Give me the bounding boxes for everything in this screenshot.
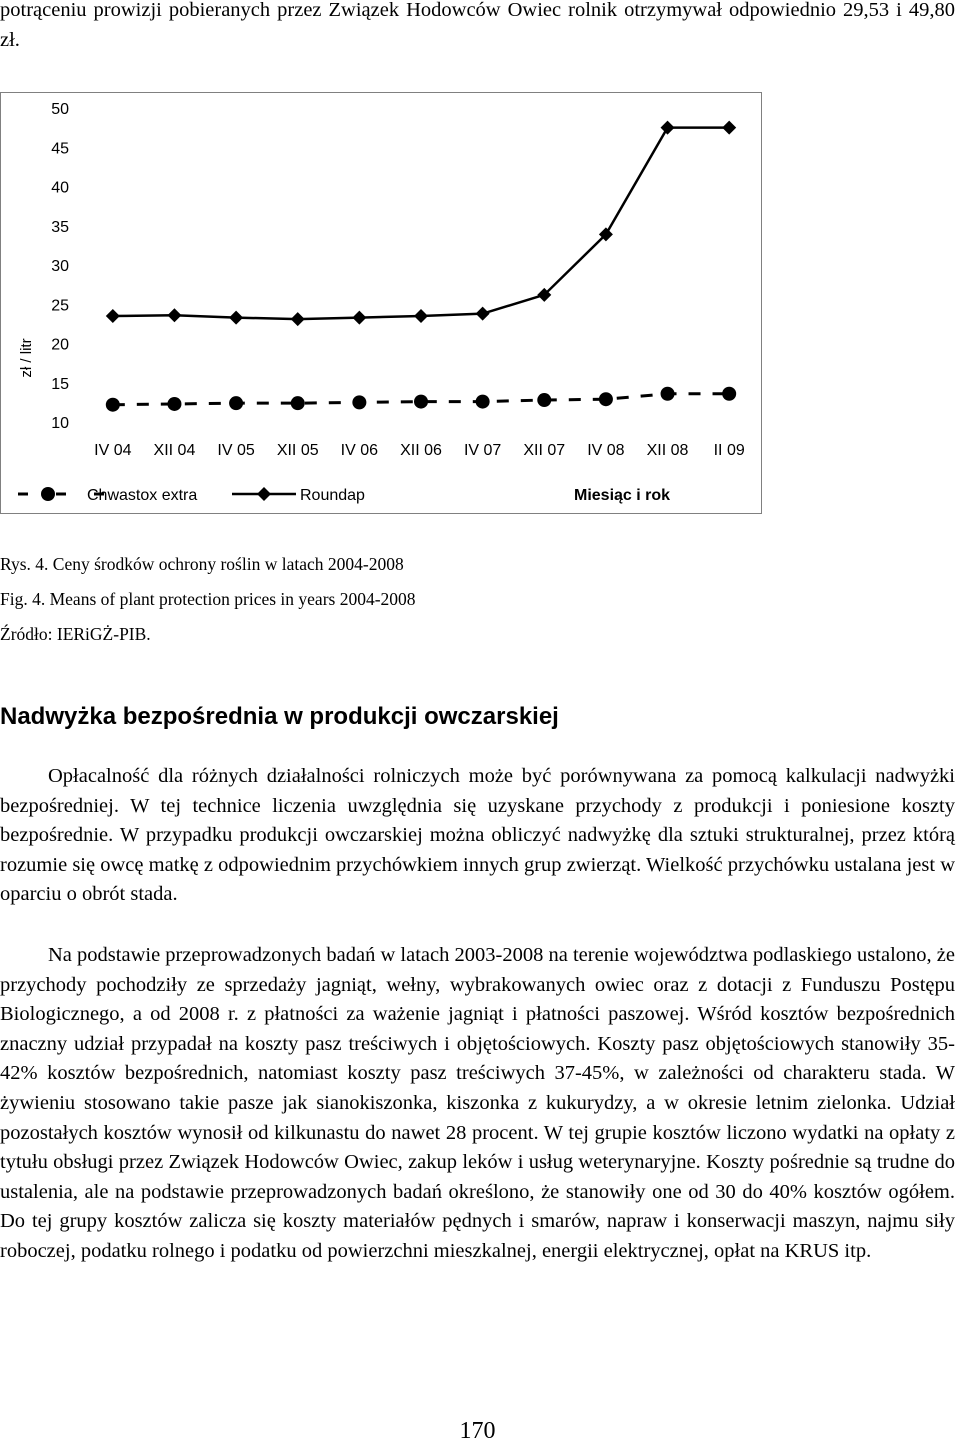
x-axis-label: Miesiąc i rok — [574, 487, 671, 504]
data-point-chwastox-8 — [599, 392, 613, 406]
y-tick-label-5: 35 — [51, 218, 69, 236]
section-heading: Nadwyżka bezpośrednia w produkcji owczarskiej — [0, 703, 559, 730]
data-point-chwastox-7 — [537, 393, 551, 407]
data-point-chwastox-1 — [167, 397, 181, 411]
x-tick-label-8: IV 08 — [587, 442, 625, 459]
data-point-chwastox-6 — [476, 395, 490, 409]
x-tick-label-5: XII 06 — [400, 442, 442, 459]
data-point-chwastox-0 — [106, 398, 120, 412]
data-point-chwastox-9 — [661, 387, 675, 401]
y-tick-label-1: 15 — [51, 375, 69, 393]
figure-source: Źródło: IERiGŻ-PIB. — [0, 624, 151, 644]
x-tick-label-10: II 09 — [713, 442, 745, 459]
y-axis-label: zł / litr — [18, 338, 35, 378]
y-tick-label-7: 45 — [51, 140, 69, 158]
legend-roundap-label: Roundap — [300, 487, 365, 504]
y-tick-label-6: 40 — [51, 179, 69, 197]
body-paragraph-1: Opłacalność dla różnych działalności rolniczych może być porównywana za pomocą kalkulacji nadwyżki bezpośredniej. W tej technice liczenia uwzględnia się uzyskane przychody z produkcji i poniesione koszty bezpośrednie. W przypadku produkcji owczarskiej można obliczyć nadwyżkę dla sztuki strukturalnej, przez którą rozumie się owcę matkę z odpowiednim przychówkiem innych grup zwierząt. Wielkość przychówku ustalana jest w oparciu o obrót stada. — [0, 765, 955, 906]
figure-caption-en: Fig. 4. Means of plant protection prices in years 2004-2008 — [0, 589, 416, 609]
y-tick-label-4: 30 — [51, 258, 69, 275]
x-tick-label-6: IV 07 — [463, 442, 502, 459]
figure-caption-pl: Rys. 4. Ceny środków ochrony roślin w latach 2004-2008 — [0, 554, 404, 574]
page-number: 170 — [459, 1418, 496, 1444]
price-chart-svg — [0, 92, 762, 514]
body-paragraph-2: Na podstawie przeprowadzonych badań w latach 2003-2008 na terenie województwa podlaskiego ustalono, że przychody pochodziły ze sprzedaży jagniąt, wełny, wybrakowanych owiec oraz z dotacji z Funduszu Postępu Biologicznego, a od 2008 r. z płatności za ważenie jagniąt i płatności paszowej. Wśród kosztów bezpośrednich znaczny udział przypadał na koszty pasz treściwych i objętościowych. Koszty pasz objętościowych stanowiły 35-42% kosztów bezpośrednich, natomiast koszty pasz treściwych 37-45%, w zależności od charakteru stada. W żywieniu stosowano takie pasze jak sianokiszonka, kiszonka z kukurydzy, a w okresie letnim zielonka. Udział pozostałych kosztów wynosił od kilkunastu do nawet 28 procent. W tej grupie kosztów liczono wydatki na opłaty z tytułu obsługi przez Związek Hodowców Owiec, zakup leków i usług weterynaryjne. Koszty pośrednie są trudne do ustalenia, ale na podstawie przeprowadzonych badań określono, że stanowiły one od 30 do 40% kosztów ogółem. Do tej grupy kosztów zalicza się koszty materiałów pędnych i smarów, napraw i konserwacji maszyn, najmu siły roboczej, podatku rolnego i podatku od powierzchni mieszkalnej, energii elektrycznej, opłat na KRUS itp. — [0, 944, 955, 1262]
x-tick-label-1: XII 04 — [153, 442, 196, 459]
data-point-chwastox-2 — [229, 396, 243, 410]
data-point-chwastox-4 — [352, 395, 366, 409]
data-point-chwastox-5 — [414, 395, 428, 409]
x-tick-label-4: IV 06 — [340, 442, 379, 459]
legend-chwastox-marker — [41, 487, 55, 501]
intro-paragraph: potrąceniu prowizji pobieranych przez Związek Hodowców Owiec rolnik otrzymywał odpowiednio 29,53 i 49,80 zł. — [0, 0, 955, 51]
x-tick-label-7: XII 07 — [523, 442, 566, 459]
legend-chwastox-label: Chwastox extra — [87, 487, 198, 504]
price-chart — [0, 92, 762, 514]
y-tick-label-8: 50 — [51, 101, 69, 118]
y-tick-label-0: 10 — [51, 415, 69, 432]
y-tick-label-3: 25 — [51, 297, 69, 315]
y-tick-label-2: 20 — [51, 336, 69, 354]
x-tick-label-9: XII 08 — [646, 442, 689, 459]
data-point-chwastox-3 — [291, 396, 305, 410]
data-point-chwastox-10 — [722, 387, 736, 401]
x-tick-label-2: IV 05 — [217, 442, 255, 459]
x-tick-label-3: XII 05 — [276, 442, 319, 459]
x-tick-label-0: IV 04 — [94, 442, 132, 459]
